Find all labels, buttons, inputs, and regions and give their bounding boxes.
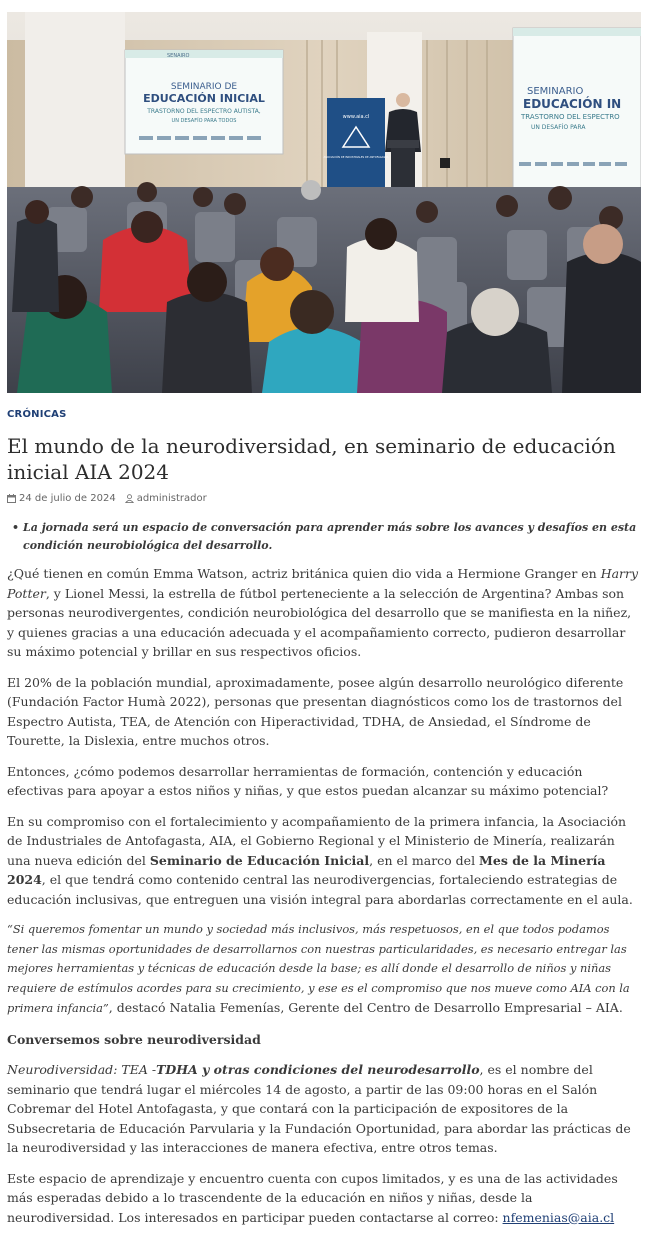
text-span: , en el marco del	[369, 852, 480, 868]
text-span: , y Lionel Messi, la estrella de fútbol perteneciente a la selección de Argentina? Ambas son personas neurodivergentes, condición neurobiológica del desarrollo que se manifiesta en la niñez, y quienes gracias a una educación adecuada y el acompañamiento correcto, pudieron desarrollar su máximo potencial y brillar en sus respectivos oficios.	[7, 585, 632, 659]
svg-text:UN DESAFÍO PARA TODOS: UN DESAFÍO PARA TODOS	[171, 118, 237, 124]
paragraph-6	[7, 1060, 639, 1158]
quote-text: “Si queremos fomentar un mundo y sociedad más inclusivos, más respetuosos, en el que todos podamos tener las mismas oportunidades de desarrollarnos con nuestras particularidades, es necesario entregar las mejores herramientas y técnicas de educación desde la base; es allí donde el desarrollo de niños y niñas requiere de estímulos acordes para su crecimiento, y ese es el compromiso que nos mueve como AIA con la primera infancia”	[7, 922, 630, 1015]
svg-text:TRASTORNO DEL ESPECTRO: TRASTORNO DEL ESPECTRO	[521, 113, 620, 121]
svg-text:ASOCIACIÓN DE INDUSTRIALES DE: ASOCIACIÓN DE INDUSTRIALES DE ANTOFAGASTA	[323, 156, 389, 159]
paragraph-4	[7, 812, 639, 910]
paragraph-3: Entonces, ¿cómo podemos desarrollar herramientas de formación, contención y educación efectivas para apoyar a estos niños y niñas, y que estos puedan alcanzar su máximo potencial?	[7, 763, 609, 798]
svg-text:EDUCACIÓN INICIAL: EDUCACIÓN INICIAL	[143, 92, 265, 105]
article-body	[7, 564, 639, 1233]
article-meta	[7, 493, 207, 504]
svg-text:TRASTORNO DEL ESPECTRO AUTISTA: TRASTORNO DEL ESPECTRO AUTISTA,	[147, 108, 261, 115]
svg-text:www.aia.cl: www.aia.cl	[342, 114, 370, 120]
paragraph-1	[7, 564, 639, 662]
text-span: ¿Qué tienen en común Emma Watson, actriz británica quien dio vida a Hermione Granger en	[7, 566, 601, 581]
text-span: , es el nombre del seminario que tendrá lugar el miércoles 14 de agosto, a partir de las 09:00 horas en el Salón Cobremar del Hotel Antofagasta, y que contará con la participación de expositores de la Subsecretaria de Educación Parvularia y la Fundación Oportunidad, para abordar las prácticas de la neurodiversidad y las interacciones de manera efectiva, entre otros temas.	[7, 1062, 631, 1155]
article-author[interactable]: administrador	[136, 493, 207, 504]
article-title: El mundo de la neurodiversidad, en seminario de educación inicial AIA 2024	[7, 434, 616, 484]
svg-text:SEMINARIO DE: SEMINARIO DE	[170, 82, 238, 92]
text-span: Este espacio de aprendizaje y encuentro cuenta con cupos limitados, y es una de las actividades más esperadas debido a lo trascendente de la educación en niños y niñas, desde la neurodiversidad. Los interesados en participar pueden contactarse al correo:	[7, 1170, 618, 1225]
article-lead	[11, 519, 637, 555]
section-heading: Conversemos sobre neurodiversidad	[7, 1031, 261, 1047]
calendar-icon	[7, 494, 16, 503]
svg-text:SEMINARIO: SEMINARIO	[527, 86, 584, 97]
paragraph-2: El 20% de la población mundial, aproximadamente, posee algún desarrollo neurológico diferente (Fundación Factor Humà 2022), personas que presentan diagnósticos como los de trastornos del Espectro Autista, TEA, de Atención con Hiperactividad, TDHA, de Ansiedad, el Síndrome de Tourette, la Dislexia, entre muchos otros.	[7, 674, 624, 748]
category-link[interactable]: CRÓNICAS	[7, 409, 67, 420]
projection-screen-right	[513, 28, 641, 188]
article-date[interactable]: 24 de julio de 2024	[19, 493, 116, 504]
lead-text: La jornada será un espacio de conversación para aprender más sobre los avances y desafíos en esta condición neurobiológica del desarrollo.	[23, 521, 637, 552]
svg-text:UN DESAFÍO PARA: UN DESAFÍO PARA	[531, 124, 586, 131]
text-span: Harry Potter	[7, 566, 639, 601]
text-span: , destacó Natalia Femenías, Gerente del Centro de Desarrollo Empresarial – AIA.	[108, 1000, 623, 1015]
text-span: Mes de la Minería 2024	[7, 852, 606, 887]
text-span: , el que tendrá como contenido central las neurodivergencias, fortaleciendo estrategias de educación inclusivas, que entreguen una visión integral para abordarlas correctamente en el aula.	[7, 872, 633, 907]
paragraph-7	[7, 1169, 639, 1228]
user-icon	[125, 494, 134, 503]
email-link[interactable]: nfemenias@aia.cl	[502, 1209, 615, 1225]
quote-paragraph	[7, 920, 639, 1019]
article-featured-image	[7, 12, 641, 393]
bullet-icon: •	[12, 521, 20, 534]
projection-screen-left	[125, 50, 283, 154]
svg-text:SENAIRO: SENAIRO	[167, 53, 190, 59]
svg-text:EDUCACIÓN IN: EDUCACIÓN IN	[523, 97, 622, 111]
text-span: Neurodiversidad: TEA -	[7, 1062, 157, 1077]
text-span: En su compromiso con el fortalecimiento y acompañamiento de la primera infancia, la Asociación de Industriales de Antofagasta, AIA, el Gobierno Regional y el Ministerio de Minería, realizarán una nueva edición del	[7, 813, 627, 868]
text-span: Seminario de Educación Inicial	[149, 852, 370, 868]
text-span: TDHA y otras condiciones del neurodesarrollo	[156, 1062, 480, 1077]
